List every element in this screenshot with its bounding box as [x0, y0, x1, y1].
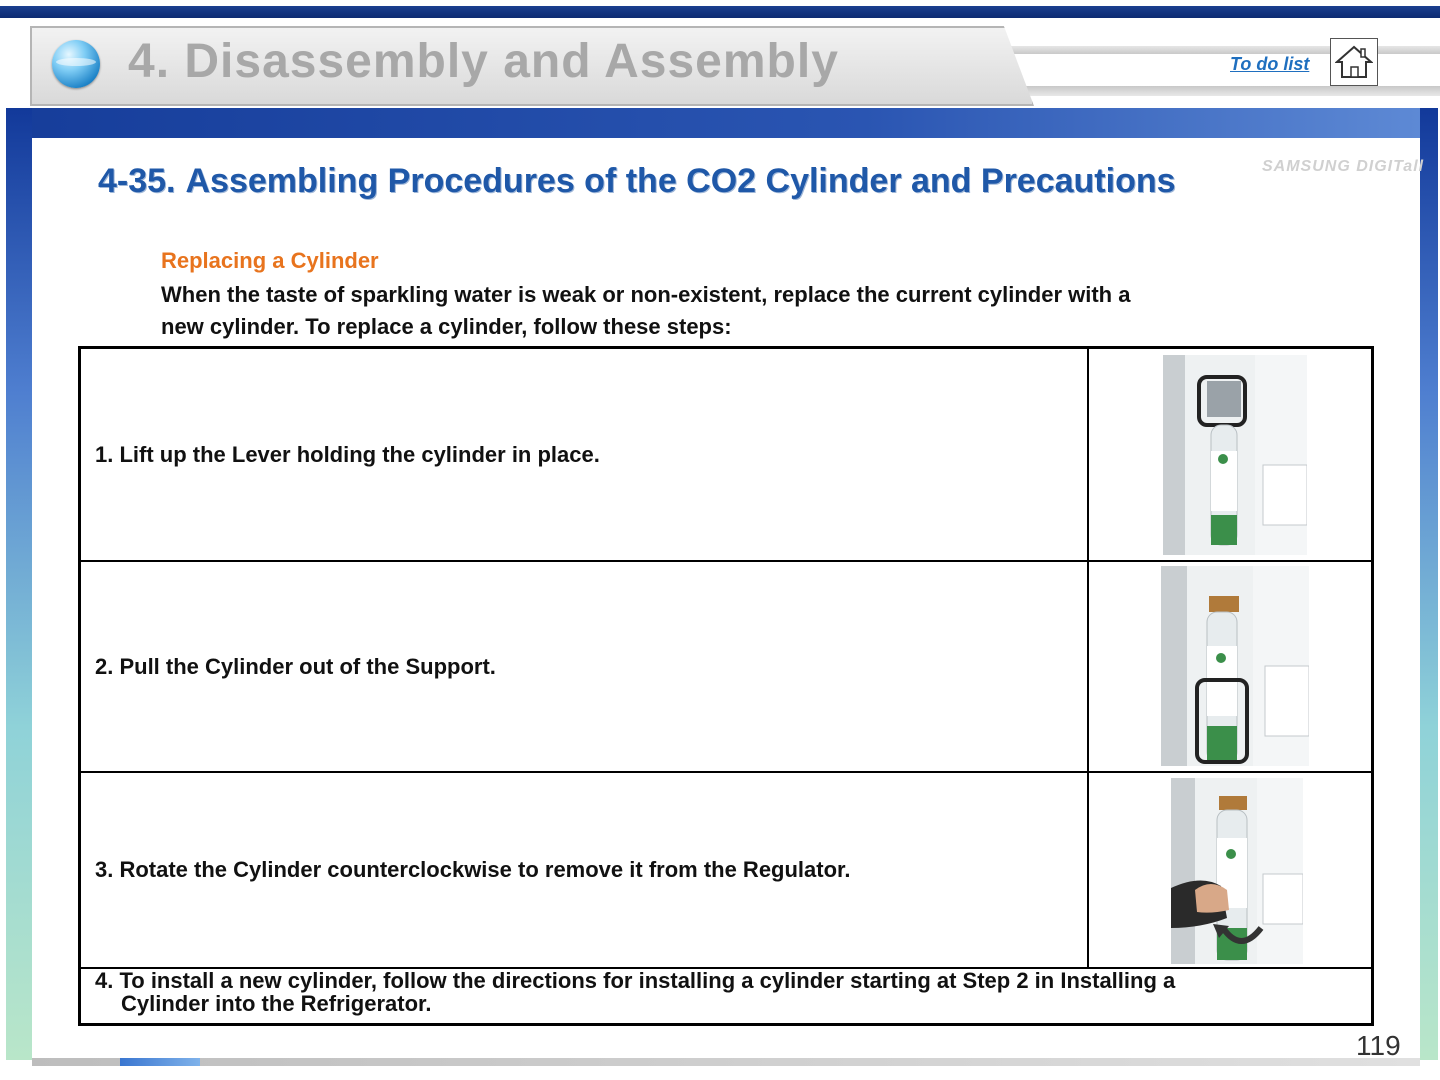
steps-table — [78, 346, 1374, 1026]
step-text: 2. Pull the Cylinder out of the Support. — [95, 653, 496, 679]
brand-watermark: SAMSUNG DIGITall — [1262, 158, 1425, 175]
step-text-cell — [81, 773, 1089, 967]
todo-list-link[interactable]: To do list — [1230, 54, 1310, 74]
page-heading — [98, 162, 1176, 201]
heading-text: Assembling Procedures of the CO2 Cylinder and Precautions — [185, 162, 1176, 200]
step-text-cell — [81, 349, 1089, 560]
section-title: 4. Disassembly and Assembly — [128, 35, 839, 88]
home-icon — [1335, 43, 1373, 81]
step-row-4 — [81, 969, 1371, 1023]
home-button[interactable] — [1330, 38, 1378, 86]
frame-bottom-strip — [32, 1058, 1420, 1066]
header-rule-lower — [1000, 86, 1440, 96]
top-bar — [0, 6, 1440, 18]
lever-photo — [1163, 355, 1307, 555]
step-row-3 — [81, 773, 1371, 969]
step-row-1 — [81, 349, 1371, 562]
frame-band-left — [6, 108, 32, 1060]
step-image-cell — [1089, 349, 1371, 560]
step-image-cell — [1089, 562, 1371, 771]
frame-band-top — [6, 108, 1438, 138]
heading-number: 4-35. — [98, 162, 176, 200]
frame-band-right — [1420, 108, 1438, 1060]
step-text: 1. Lift up the Lever holding the cylinder in place. — [95, 441, 600, 467]
step-image-cell — [1089, 773, 1371, 967]
page-number: 119 — [1356, 1030, 1401, 1061]
subhead: Replacing a Cylinder — [161, 248, 379, 273]
support-photo — [1161, 566, 1309, 766]
globe-icon — [52, 40, 100, 88]
step-text: 3. Rotate the Cylinder counterclockwise to remove it from the Regulator. — [95, 857, 851, 882]
frame-bottom-accent — [120, 1058, 200, 1066]
step-text — [95, 969, 1175, 1015]
intro-text: When the taste of sparkling water is weak or non-existent, replace the current cylinder with a new cylinder. To replace a cylinder, follow these steps: — [161, 282, 1131, 339]
step-text-cell — [81, 562, 1089, 771]
step-4-line-1: 4. To install a new cylinder, follow the directions for installing a cylinder starting at Step 2 in Installing a — [95, 968, 1176, 993]
rotate-photo — [1171, 778, 1303, 964]
step-4-line-2: Cylinder into the Refrigerator. — [121, 991, 432, 1016]
step-row-2 — [81, 562, 1371, 773]
